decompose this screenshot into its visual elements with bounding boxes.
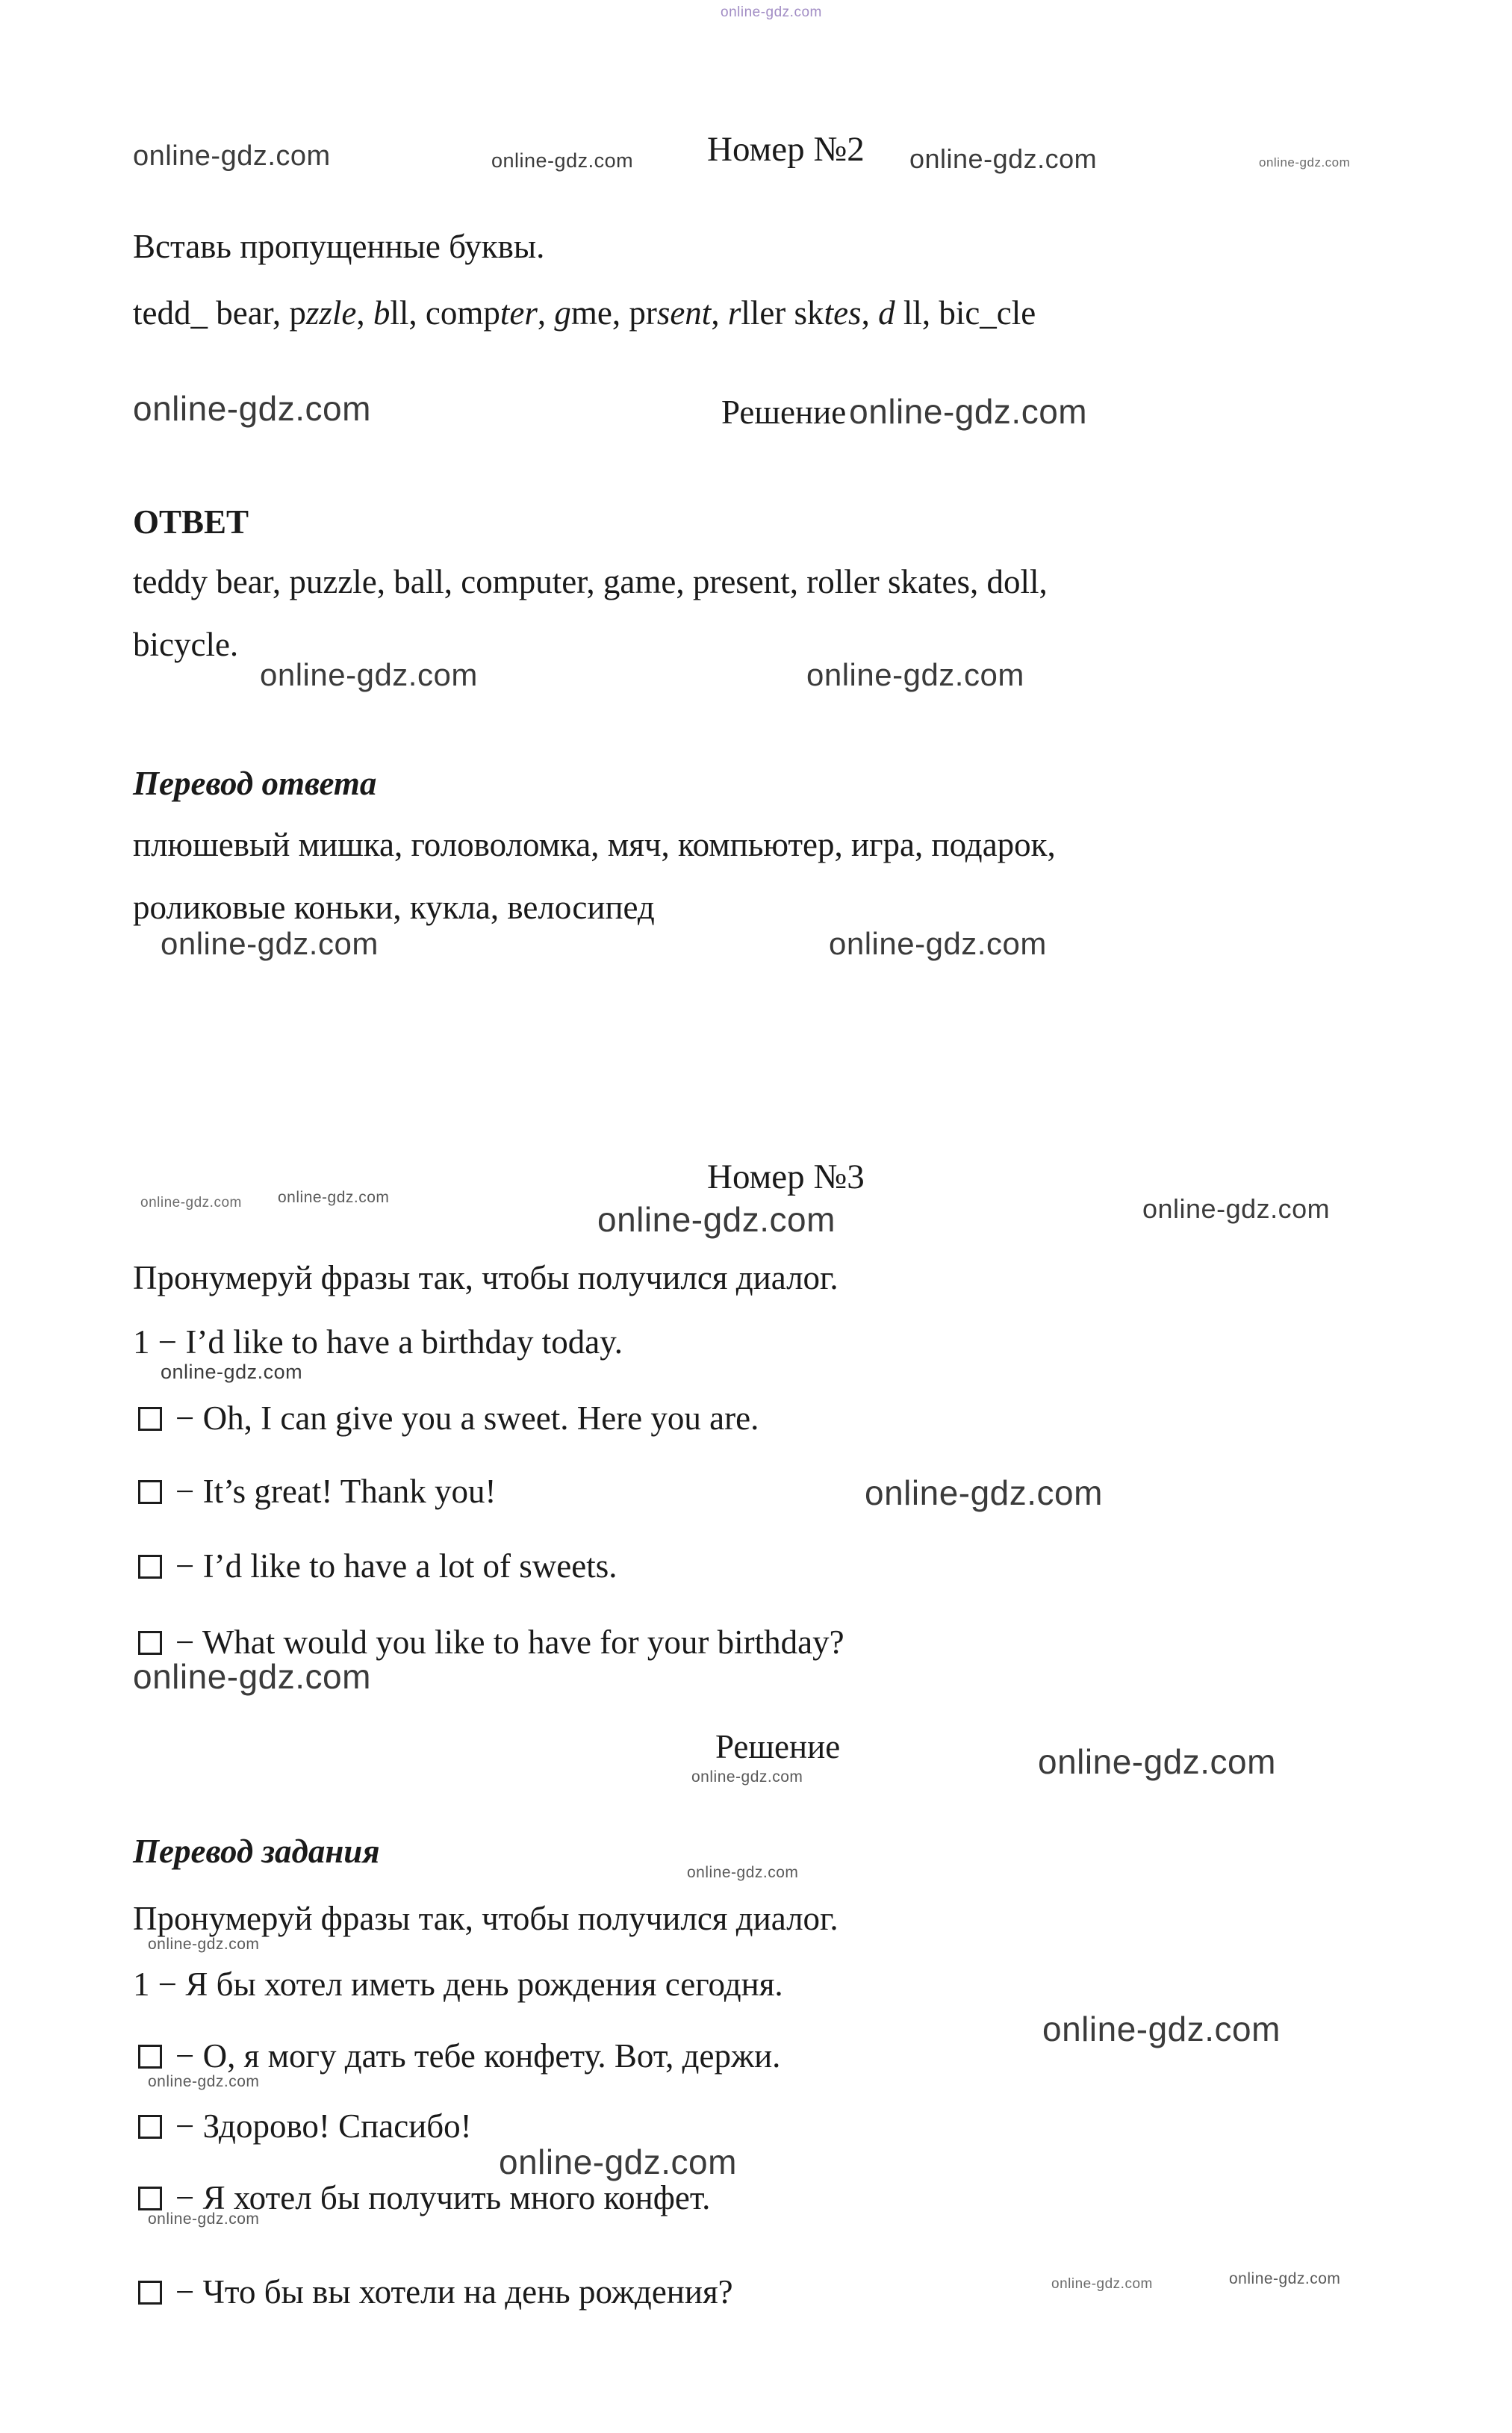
dialogue-item xyxy=(138,1471,496,1511)
task3-instruction: Пронумеруй фразы так, чтобы получился диалог. xyxy=(133,1259,839,1296)
watermark: online-gdz.com xyxy=(849,392,1088,431)
checkbox-icon xyxy=(138,2115,162,2139)
task2-instruction: Вставь пропущенные буквы. xyxy=(133,228,545,265)
watermark: online-gdz.com xyxy=(1051,2276,1153,2292)
watermark: online-gdz.com xyxy=(1038,1742,1276,1781)
dialogue-item-text: − О, я могу дать тебе конфету. Вот, держи. xyxy=(175,2037,781,2075)
watermark: online-gdz.com xyxy=(161,926,379,961)
watermark: online-gdz.com xyxy=(260,657,478,692)
checkbox-icon xyxy=(138,1555,162,1579)
watermark: online-gdz.com xyxy=(1259,155,1351,170)
watermark: online-gdz.com xyxy=(1142,1193,1331,1224)
watermark: online-gdz.com xyxy=(148,2210,260,2228)
task2-solution-label: Решение xyxy=(721,394,847,431)
watermark: online-gdz.com xyxy=(865,1473,1103,1512)
checkbox-icon xyxy=(138,2281,162,2305)
task2-solution-row xyxy=(721,391,1087,432)
checkbox-icon xyxy=(138,1407,162,1431)
dialogue-translation-item xyxy=(138,2272,733,2312)
watermark: online-gdz.com xyxy=(806,657,1024,692)
dialogue-item-text: − It’s great! Thank you! xyxy=(175,1473,497,1510)
task2-translation-line2: роликовые коньки, кукла, велосипед xyxy=(133,889,655,926)
watermark: online-gdz.com xyxy=(687,1864,799,1881)
watermark: online-gdz.com xyxy=(133,389,371,428)
dialogue-item xyxy=(138,1398,759,1438)
dialogue-item-text: − What would you like to have for your birthday? xyxy=(175,1623,844,1661)
checkbox-icon xyxy=(138,2187,162,2210)
dialogue-translation-item xyxy=(138,2106,472,2146)
task3-solution-label: Решение xyxy=(715,1728,841,1765)
watermark: online-gdz.com xyxy=(1042,2010,1281,2048)
dialogue-item-text: − Я хотел бы получить много конфет. xyxy=(175,2179,711,2216)
dialogue-item-text: − Oh, I can give you a sweet. Here you are. xyxy=(175,1399,759,1437)
task2-answer-heading: ОТВЕТ xyxy=(133,503,249,541)
task2-translation-heading: Перевод ответа xyxy=(133,765,377,802)
watermark: online-gdz.com xyxy=(499,2143,737,2181)
task2-title: Номер №2 xyxy=(707,130,865,169)
task3-translation-first-item: 1 − Я бы хотел иметь день рождения сегодня. xyxy=(133,1966,783,2003)
dialogue-item-text: − Что бы вы хотели на день рождения? xyxy=(175,2273,733,2311)
watermark: online-gdz.com xyxy=(133,1657,371,1696)
task3-first-item: 1 − I’d like to have a birthday today. xyxy=(133,1323,623,1361)
task3-translation-heading: Перевод задания xyxy=(133,1833,380,1870)
watermark: online-gdz.com xyxy=(278,1189,390,1206)
watermark: online-gdz.com xyxy=(721,4,822,20)
dialogue-item xyxy=(138,1546,617,1586)
task2-words: tedd_ bear, pzzle, bll, compter, gme, prsent, rller sktes, d ll, bic_cle xyxy=(133,294,1036,332)
watermark: online-gdz.com xyxy=(148,2073,260,2090)
watermark: online-gdz.com xyxy=(140,1195,242,1211)
checkbox-icon xyxy=(138,2045,162,2069)
task3-translation-instruction: Пронумеруй фразы так, чтобы получился диалог. xyxy=(133,1900,839,1937)
watermark: online-gdz.com xyxy=(691,1768,803,1786)
dialogue-item-text: − Здорово! Спасибо! xyxy=(175,2107,472,2145)
checkbox-icon xyxy=(138,1480,162,1504)
task2-translation-line1: плюшевый мишка, головоломка, мяч, компьютер, игра, подарок, xyxy=(133,826,1056,863)
watermark: online-gdz.com xyxy=(161,1361,303,1383)
watermark: online-gdz.com xyxy=(909,143,1098,174)
watermark: online-gdz.com xyxy=(133,140,331,172)
dialogue-translation-item xyxy=(138,2036,780,2076)
watermark: online-gdz.com xyxy=(597,1200,836,1239)
watermark: online-gdz.com xyxy=(491,149,634,172)
checkbox-icon xyxy=(138,1631,162,1655)
task3-title: Номер №3 xyxy=(707,1158,865,1196)
watermark: online-gdz.com xyxy=(829,926,1047,961)
dialogue-item-text: − I’d like to have a lot of sweets. xyxy=(175,1547,617,1585)
task2-answer-line2: bicycle. xyxy=(133,626,239,663)
watermark: online-gdz.com xyxy=(1229,2270,1341,2287)
watermark: online-gdz.com xyxy=(148,1936,260,1953)
task2-answer-line1: teddy bear, puzzle, ball, computer, game, present, roller skates, doll, xyxy=(133,563,1048,600)
